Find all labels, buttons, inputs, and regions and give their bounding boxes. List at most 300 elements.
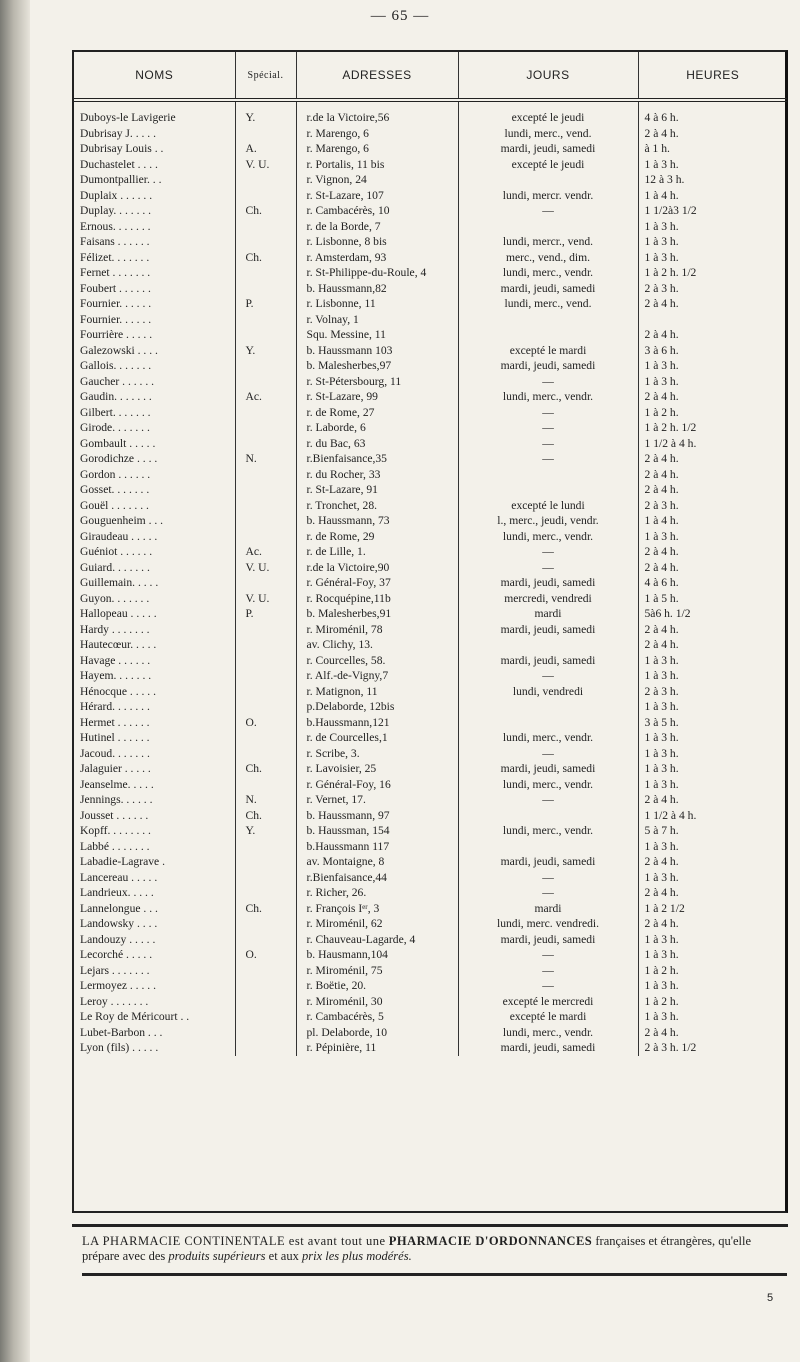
row-address: r. St-Philippe-du-Roule, 4 <box>296 265 458 281</box>
row-name: Duboys-le Lavigerie <box>74 100 235 126</box>
row-days: — <box>458 560 638 576</box>
row-address: r. Vernet, 17. <box>296 792 458 808</box>
table-row <box>74 994 787 1010</box>
row-address: r. Lisbonne, 8 bis <box>296 234 458 250</box>
row-name: Gordon . . . . . . <box>74 467 235 483</box>
row-hours: 1 à 3 h. <box>644 219 679 233</box>
row-hours: 2 à 4 h. <box>644 467 679 481</box>
header-hours: HEURES <box>638 52 787 100</box>
row-special: V. U. <box>235 560 296 576</box>
table-row <box>74 343 787 359</box>
row-name: Jeanselme. . . . . <box>74 777 235 793</box>
table-row <box>74 653 787 669</box>
row-special <box>235 327 296 343</box>
row-days: mardi, jeudi, samedi <box>458 622 638 638</box>
row-name: Gaudin. . . . . . . <box>74 389 235 405</box>
row-days: mardi <box>458 606 638 622</box>
row-address: r. Amsterdam, 93 <box>296 250 458 266</box>
row-hours: 1 à 3 h. <box>644 932 679 946</box>
row-address: r.de la Victoire,90 <box>296 560 458 576</box>
row-days: lundi, merc., vendr. <box>458 529 638 545</box>
row-hours: 1 à 2 h. 1/2 <box>644 266 697 279</box>
table-row <box>74 172 787 188</box>
row-days: excepté le jeudi <box>458 157 638 173</box>
row-days <box>458 327 638 343</box>
row-days: mercredi, vendredi <box>458 591 638 607</box>
row-address: r. de Courcelles,1 <box>296 730 458 746</box>
table-row <box>74 901 787 917</box>
row-address: r. Miroménil, 62 <box>296 916 458 932</box>
notice-part-6: prix les plus modérés. <box>301 1249 412 1263</box>
row-name: Lejars . . . . . . . <box>74 963 235 979</box>
row-address: r. Miroménil, 30 <box>296 994 458 1010</box>
row-address: b. Malesherbes,97 <box>296 358 458 374</box>
row-days: excepté le mardi <box>458 343 638 359</box>
row-address: r.de la Victoire,56 <box>296 100 458 126</box>
table-row <box>74 885 787 901</box>
row-days: mardi, jeudi, samedi <box>458 575 638 591</box>
row-address: r.Bienfaisance,35 <box>296 451 458 467</box>
header-addresses: ADRESSES <box>296 52 458 100</box>
row-hours: 1 à 3 h. <box>644 746 679 760</box>
row-hours: 2 à 3 h. <box>644 684 679 698</box>
row-days <box>458 172 638 188</box>
row-hours: 1 à 2 h. <box>644 994 679 1008</box>
row-address: b. Malesherbes,91 <box>296 606 458 622</box>
table-row <box>74 1025 787 1041</box>
row-name: Landowsky . . . . <box>74 916 235 932</box>
row-days: — <box>458 792 638 808</box>
row-special <box>235 374 296 390</box>
table-row <box>74 529 787 545</box>
row-special: A. <box>235 141 296 157</box>
row-special <box>235 978 296 994</box>
row-address: r. Marengo, 6 <box>296 126 458 142</box>
row-name: Kopff. . . . . . . . <box>74 823 235 839</box>
row-days: mardi, jeudi, samedi <box>458 358 638 374</box>
row-name: Gallois. . . . . . . <box>74 358 235 374</box>
table-row <box>74 265 787 281</box>
row-hours: 1 1/2à3 1/2 <box>644 204 697 217</box>
row-hours: 2 à 4 h. <box>644 560 679 574</box>
row-address: r. Général-Foy, 16 <box>296 777 458 793</box>
row-hours: 1 1/2 à 4 h. <box>644 808 697 822</box>
table-row <box>74 141 787 157</box>
row-hours: 1 à 3 h. <box>644 1010 679 1023</box>
row-days: lundi, merc. vendredi. <box>458 916 638 932</box>
row-special <box>235 839 296 855</box>
row-address: r. Lavoisier, 25 <box>296 761 458 777</box>
table-row <box>74 792 787 808</box>
row-address: av. Clichy, 13. <box>296 637 458 653</box>
row-address: b. Haussmann 103 <box>296 343 458 359</box>
row-days: — <box>458 870 638 886</box>
table-row <box>74 281 787 297</box>
table-row <box>74 730 787 746</box>
row-name: Hutinel . . . . . . <box>74 730 235 746</box>
row-special <box>235 172 296 188</box>
row-days: lundi, merc., vendr. <box>458 265 638 281</box>
row-hours <box>638 312 787 328</box>
row-address: p.Delaborde, 12bis <box>296 699 458 715</box>
notice-part-3: françaises et étrangères, qu'elle prépare avec des <box>82 1234 752 1263</box>
row-days: mardi, jeudi, samedi <box>458 281 638 297</box>
row-special: V. U. <box>235 157 296 173</box>
row-name: Hallopeau . . . . . <box>74 606 235 622</box>
row-days <box>458 808 638 824</box>
table-row <box>74 451 787 467</box>
row-days <box>458 715 638 731</box>
row-hours: 2 à 4 h. <box>644 886 679 899</box>
row-hours: 1 à 3 h. <box>644 359 679 372</box>
row-address: r. Pépinière, 11 <box>296 1040 458 1056</box>
row-address: b. Haussmann, 97 <box>296 808 458 824</box>
row-special: Ch. <box>235 250 296 266</box>
row-hours: à 1 h. <box>644 142 670 155</box>
row-special: Ch. <box>235 203 296 219</box>
row-name: Lecorché . . . . . <box>74 947 235 963</box>
row-name: Fournier. . . . . . <box>74 312 235 328</box>
row-days <box>458 219 638 235</box>
row-special <box>235 482 296 498</box>
row-special <box>235 405 296 421</box>
row-name: Gaucher . . . . . . <box>74 374 235 390</box>
row-days: lundi, vendredi <box>458 684 638 700</box>
table-row <box>74 420 787 436</box>
row-days: mardi, jeudi, samedi <box>458 1040 638 1056</box>
row-address: r. Rocquépine,11b <box>296 591 458 607</box>
folio-number: 5 <box>767 1292 774 1304</box>
table-row <box>74 312 787 328</box>
row-address: r. Général-Foy, 37 <box>296 575 458 591</box>
table-header-row <box>74 52 787 100</box>
row-special <box>235 699 296 715</box>
row-address: r. Vignon, 24 <box>296 172 458 188</box>
row-special: Ch. <box>235 808 296 824</box>
row-address: r. Portalis, 11 bis <box>296 157 458 173</box>
row-hours: 1 à 3 h. <box>644 250 679 264</box>
row-hours: 4 à 6 h. <box>644 576 679 589</box>
row-name: Faisans . . . . . . <box>74 234 235 250</box>
row-special: Ac. <box>235 389 296 405</box>
row-hours: 1 1/2 à 4 h. <box>644 436 697 450</box>
notice-part-2: PHARMACIE D'ORDONNANCES <box>388 1234 593 1248</box>
row-hours: 12 à 3 h. <box>644 173 685 186</box>
row-hours: 1 à 3 h. <box>644 653 679 667</box>
row-address: r. Cambacérès, 5 <box>296 1009 458 1025</box>
row-special: N. <box>235 792 296 808</box>
row-special <box>235 637 296 653</box>
row-days: — <box>458 978 638 994</box>
row-hours: 1 à 2 1/2 <box>644 901 685 915</box>
row-name: Lermoyez . . . . . <box>74 978 235 994</box>
row-address: r. St-Lazare, 99 <box>296 389 458 405</box>
table-row <box>74 777 787 793</box>
row-name: Hayem. . . . . . . <box>74 668 235 684</box>
table-row <box>74 498 787 514</box>
row-hours: 1 à 5 h. <box>644 591 679 605</box>
row-address: pl. Delaborde, 10 <box>296 1025 458 1041</box>
row-hours: 3 à 5 h. <box>644 715 679 729</box>
row-hours: 1 à 3 h. <box>644 731 679 744</box>
row-days: excepté le jeudi <box>458 100 638 126</box>
row-days: — <box>458 420 638 436</box>
row-hours: 2 à 4 h. <box>644 545 679 558</box>
row-address: r. Boëtie, 20. <box>296 978 458 994</box>
bottom-divider <box>82 1273 787 1276</box>
footer-divider <box>72 1224 788 1227</box>
row-address: b. Hausmann,104 <box>296 947 458 963</box>
row-hours: 1 à 3 h. <box>644 157 679 171</box>
row-name: Dubrisay Louis . . <box>74 141 235 157</box>
table-row <box>74 808 787 824</box>
row-address: r.Bienfaisance,44 <box>296 870 458 886</box>
row-days <box>458 699 638 715</box>
row-name: Foubert . . . . . . <box>74 281 235 297</box>
row-hours: 2 à 4 h. <box>644 390 679 403</box>
row-name: Labadie-Lagrave . <box>74 854 235 870</box>
table-row <box>74 978 787 994</box>
row-special <box>235 684 296 700</box>
table-row <box>74 100 787 126</box>
row-address: r. de Rome, 27 <box>296 405 458 421</box>
row-special <box>235 963 296 979</box>
table-row <box>74 482 787 498</box>
page-number: — 65 — <box>370 8 430 24</box>
row-days <box>458 839 638 855</box>
row-name: Galezowski . . . . <box>74 343 235 359</box>
row-hours: 2 à 4 h. <box>644 452 679 465</box>
row-special <box>235 281 296 297</box>
table-row <box>74 436 787 452</box>
row-special <box>235 1009 296 1025</box>
table-row <box>74 126 787 142</box>
table-body <box>74 100 787 1056</box>
row-days: lundi, mercr. vendr. <box>458 188 638 204</box>
row-days: lundi, merc., vendr. <box>458 823 638 839</box>
row-days: excepté le mercredi <box>458 994 638 1010</box>
row-address: r. de Rome, 29 <box>296 529 458 545</box>
row-address: r. Alf.-de-Vigny,7 <box>296 668 458 684</box>
table-row <box>74 157 787 173</box>
row-special <box>235 932 296 948</box>
table-row <box>74 1009 787 1025</box>
row-address: r. Chauveau-Lagarde, 4 <box>296 932 458 948</box>
table-row <box>74 668 787 684</box>
row-special: Y. <box>235 100 296 126</box>
row-hours: 1 à 3 h. <box>644 700 679 713</box>
row-address: Squ. Messine, 11 <box>296 327 458 343</box>
row-name: Fournier. . . . . . <box>74 296 235 312</box>
row-special <box>235 746 296 762</box>
row-special: N. <box>235 451 296 467</box>
row-days: lundi, merc., vendr. <box>458 1025 638 1041</box>
row-hours: 2 à 3 h. <box>644 281 679 295</box>
row-name: Lancereau . . . . . <box>74 870 235 886</box>
row-name: Labbé . . . . . . . <box>74 839 235 855</box>
row-days: lundi, merc., vend. <box>458 126 638 142</box>
row-address: r. St-Lazare, 91 <box>296 482 458 498</box>
row-days: — <box>458 374 638 390</box>
row-address: b.Haussmann,121 <box>296 715 458 731</box>
row-name: Gouguenheim . . . <box>74 513 235 529</box>
row-days: excepté le lundi <box>458 498 638 514</box>
row-address: r. St-Lazare, 107 <box>296 188 458 204</box>
table-row <box>74 932 787 948</box>
row-special <box>235 467 296 483</box>
row-address: b. Haussmann, 73 <box>296 513 458 529</box>
row-special <box>235 622 296 638</box>
row-address: r. Cambacérès, 10 <box>296 203 458 219</box>
table-row <box>74 250 787 266</box>
row-hours: 1 à 3 h. <box>644 762 679 775</box>
row-hours: 1 à 2 h. 1/2 <box>644 421 697 434</box>
row-hours: 1 à 3 h. <box>644 839 679 853</box>
header-special: Spécial. <box>235 52 296 100</box>
row-name: Guyon. . . . . . . <box>74 591 235 607</box>
table-row <box>74 963 787 979</box>
row-hours: 2 à 3 h. <box>644 498 679 512</box>
row-days <box>458 637 638 653</box>
table-row <box>74 389 787 405</box>
row-days: — <box>458 203 638 219</box>
physician-directory-table <box>74 52 787 1056</box>
row-name: Duplay. . . . . . . <box>74 203 235 219</box>
row-days: lundi, merc., vend. <box>458 296 638 312</box>
table-row <box>74 374 787 390</box>
pharmacy-notice <box>82 1234 782 1264</box>
row-hours: 2 à 3 h. 1/2 <box>644 1041 697 1054</box>
table-row <box>74 405 787 421</box>
row-special: P. <box>235 606 296 622</box>
table-row <box>74 622 787 638</box>
table-row <box>74 684 787 700</box>
row-name: Hérard. . . . . . . <box>74 699 235 715</box>
row-name: Jousset . . . . . . <box>74 808 235 824</box>
row-hours: 1 à 2 h. <box>644 963 679 977</box>
row-days: lundi, merc., vendr. <box>458 730 638 746</box>
row-special: Ac. <box>235 544 296 560</box>
row-hours: 1 à 3 h. <box>644 529 679 543</box>
row-days <box>458 467 638 483</box>
row-days: lundi, merc., vendr. <box>458 777 638 793</box>
row-special <box>235 312 296 328</box>
row-hours: 1 à 3 h. <box>644 979 679 992</box>
row-hours: 1 à 3 h. <box>644 777 679 791</box>
table-row <box>74 606 787 622</box>
row-name: Lubet-Barbon . . . <box>74 1025 235 1041</box>
row-special <box>235 916 296 932</box>
row-name: Lyon (fils) . . . . . <box>74 1040 235 1056</box>
table-row <box>74 715 787 731</box>
row-hours: 1 à 3 h. <box>644 669 679 682</box>
row-days: mardi, jeudi, samedi <box>458 761 638 777</box>
row-address: r. Miroménil, 78 <box>296 622 458 638</box>
row-name: Gosset. . . . . . . <box>74 482 235 498</box>
table-row <box>74 327 787 343</box>
row-name: Ernous. . . . . . . <box>74 219 235 235</box>
row-address: r. Tronchet, 28. <box>296 498 458 514</box>
row-name: Gombault . . . . . <box>74 436 235 452</box>
row-address: r. Scribe, 3. <box>296 746 458 762</box>
row-address: b. Haussman, 154 <box>296 823 458 839</box>
directory-table-frame <box>72 50 788 1213</box>
table-row <box>74 823 787 839</box>
table-row <box>74 761 787 777</box>
row-special <box>235 358 296 374</box>
row-special <box>235 854 296 870</box>
row-hours: 2 à 4 h. <box>644 855 679 868</box>
row-hours: 1 à 2 h. <box>644 405 679 419</box>
table-row <box>74 544 787 560</box>
row-address: r. Matignon, 11 <box>296 684 458 700</box>
row-name: Guiard. . . . . . . <box>74 560 235 576</box>
row-special <box>235 188 296 204</box>
row-address: r. St-Pétersbourg, 11 <box>296 374 458 390</box>
row-name: Girode. . . . . . . <box>74 420 235 436</box>
row-special: V. U. <box>235 591 296 607</box>
row-hours: 2 à 4 h. <box>644 483 679 496</box>
row-days: lundi, mercr., vend. <box>458 234 638 250</box>
row-days: — <box>458 544 638 560</box>
row-address: r. François Iᵉʳ, 3 <box>296 901 458 917</box>
row-name: Hénocque . . . . . <box>74 684 235 700</box>
row-special <box>235 513 296 529</box>
row-days: — <box>458 451 638 467</box>
row-hours: 1 à 3 h. <box>644 870 679 884</box>
row-special <box>235 730 296 746</box>
row-hours: 2 à 4 h. <box>644 638 679 651</box>
row-hours: 2 à 4 h. <box>644 793 679 806</box>
table-row <box>74 467 787 483</box>
row-days <box>458 482 638 498</box>
row-special <box>235 265 296 281</box>
row-hours: 5 à 7 h. <box>644 824 679 837</box>
row-special <box>235 219 296 235</box>
row-special <box>235 777 296 793</box>
row-address: r. Laborde, 6 <box>296 420 458 436</box>
row-special: Y. <box>235 343 296 359</box>
row-special: P. <box>235 296 296 312</box>
row-name: Gilbert. . . . . . . <box>74 405 235 421</box>
table-row <box>74 513 787 529</box>
row-hours: 3 à 6 h. <box>644 343 679 357</box>
row-special <box>235 575 296 591</box>
row-address: r. Marengo, 6 <box>296 141 458 157</box>
row-name: Havage . . . . . . <box>74 653 235 669</box>
row-address: av. Montaigne, 8 <box>296 854 458 870</box>
row-hours: 1 à 3 h. <box>644 374 679 388</box>
row-name: Guillemain. . . . . <box>74 575 235 591</box>
table-row <box>74 234 787 250</box>
row-name: Duplaix . . . . . . <box>74 188 235 204</box>
row-hours: 2 à 4 h. <box>644 297 679 310</box>
row-days: lundi, merc., vendr. <box>458 389 638 405</box>
table-row <box>74 839 787 855</box>
row-days: — <box>458 947 638 963</box>
row-hours: 2 à 4 h. <box>644 917 679 930</box>
row-days: merc., vend., dim. <box>458 250 638 266</box>
row-days: — <box>458 436 638 452</box>
row-special <box>235 420 296 436</box>
row-hours: 1 à 4 h. <box>644 514 679 527</box>
row-days: mardi, jeudi, samedi <box>458 932 638 948</box>
book-spine-edge <box>0 0 30 1362</box>
table-row <box>74 358 787 374</box>
table-row <box>74 219 787 235</box>
row-days: — <box>458 885 638 901</box>
row-special <box>235 126 296 142</box>
